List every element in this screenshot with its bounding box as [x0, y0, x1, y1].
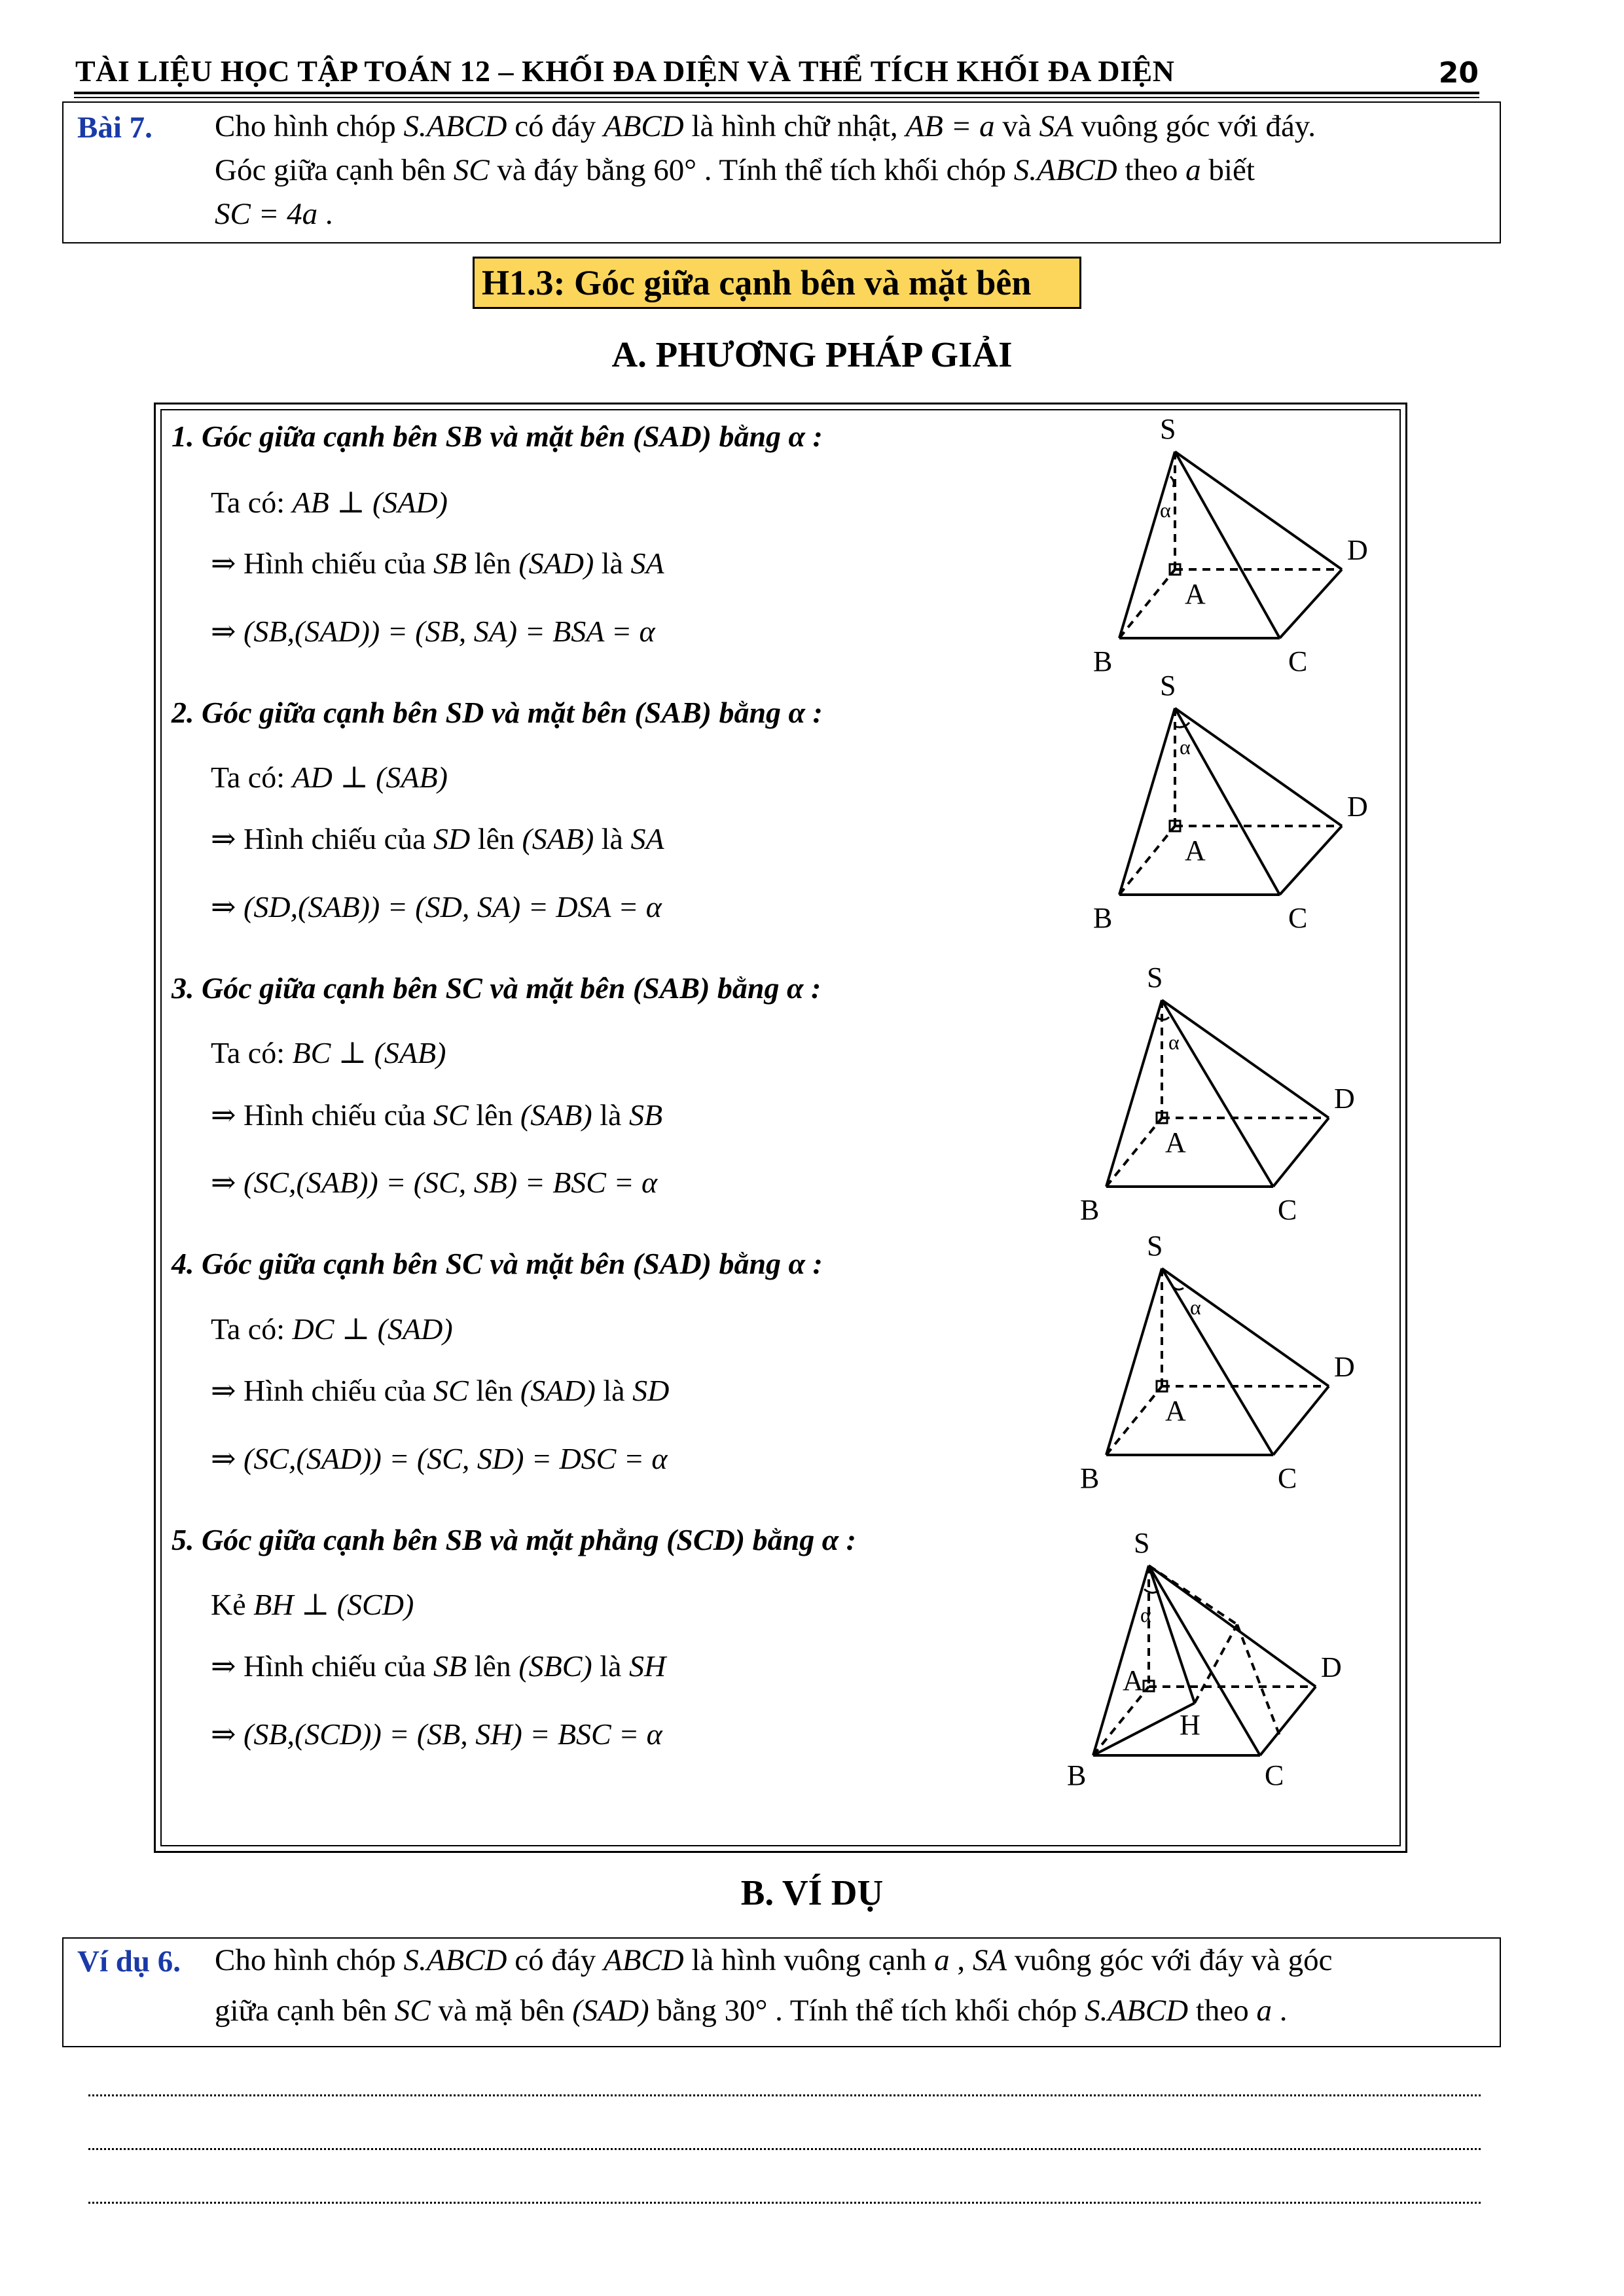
exercise-7-line-3: SC = 4a .: [215, 197, 333, 231]
item-3-title: 3. Góc giữa cạnh bên SC và mặt bên (SAB) bằng α :: [171, 971, 821, 1005]
label-alpha: α: [1180, 735, 1191, 759]
section-b-title: B. VÍ DỤ: [740, 1873, 884, 1912]
label-alpha: α: [1168, 1030, 1180, 1054]
header-rule-thick: [74, 92, 1479, 94]
section-a-title: A. PHƯƠNG PHÁP GIẢI: [611, 334, 1013, 374]
label-b: B: [1080, 1194, 1100, 1226]
item-4-title: 4. Góc giữa cạnh bên SC và mặt bên (SAD) bằng α :: [171, 1247, 823, 1280]
label-a: A: [1123, 1664, 1144, 1696]
label-c: C: [1278, 1194, 1297, 1226]
item-5-title: 5. Góc giữa cạnh bên SB và mặt phẳng (SCD) bằng α :: [171, 1523, 856, 1556]
label-a: A: [1185, 834, 1206, 867]
item-1-title: 1. Góc giữa cạnh bên SB và mặt bên (SAD) bằng α :: [171, 420, 823, 453]
item-1-line-3: ⇒ (SB,(SAD)) = (SB, SA) = BSA = α: [211, 615, 655, 648]
item-1-line-1: Ta có: AB ⊥ (SAD): [211, 486, 448, 519]
pyramid-figure-1: [1087, 412, 1401, 687]
label-b: B: [1093, 902, 1113, 934]
pyramid-figure-4: [1074, 1229, 1388, 1504]
label-c: C: [1288, 645, 1308, 677]
label-d: D: [1321, 1651, 1342, 1683]
label-alpha: α: [1160, 498, 1171, 522]
answer-line-3[interactable]: [88, 2202, 1481, 2204]
label-d: D: [1347, 534, 1368, 566]
label-a: A: [1185, 578, 1206, 610]
item-2-line-3: ⇒ (SD,(SAB)) = (SD, SA) = DSA = α: [211, 890, 662, 924]
label-d: D: [1334, 1083, 1355, 1115]
label-d: D: [1334, 1351, 1355, 1383]
label-h: H: [1180, 1709, 1200, 1741]
item-4-line-3: ⇒ (SC,(SAD)) = (SC, SD) = DSC = α: [211, 1442, 668, 1475]
example-6-line-2: giữa cạnh bên SC và mặ bên (SAD) bằng 30° . Tính thể tích khối chóp S.ABCD theo a .: [215, 1994, 1288, 2028]
label-c: C: [1288, 902, 1308, 934]
item-2-title: 2. Góc giữa cạnh bên SD và mặt bên (SAB) bằng α :: [171, 696, 823, 729]
answer-line-1[interactable]: [88, 2094, 1481, 2096]
exercise-7-line-2: Góc giữa cạnh bên SC và đáy bằng 60° . Tính thể tích khối chóp S.ABCD theo a biết: [215, 153, 1255, 187]
item-5-line-1: Kẻ BH ⊥ (SCD): [211, 1588, 414, 1621]
item-3-line-1: Ta có: BC ⊥ (SAB): [211, 1036, 446, 1069]
section-h13-title: H1.3: Góc giữa cạnh bên và mặt bên: [482, 263, 1032, 302]
item-4-line-2: ⇒ Hình chiếu của SC lên (SAD) là SD: [211, 1374, 670, 1407]
label-d: D: [1347, 791, 1368, 823]
pyramid-figure-2: [1087, 669, 1401, 944]
item-5-line-2: ⇒ Hình chiếu của SB lên (SBC) là SH: [211, 1649, 666, 1683]
label-s: S: [1147, 1230, 1163, 1262]
item-4-line-1: Ta có: DC ⊥ (SAD): [211, 1312, 453, 1346]
label-s: S: [1160, 413, 1176, 445]
label-s: S: [1160, 670, 1176, 702]
label-c: C: [1265, 1759, 1284, 1791]
exercise-7-line-1: [215, 109, 1488, 144]
header-rule-thin: [74, 97, 1479, 98]
label-b: B: [1067, 1759, 1087, 1791]
exercise-7-label: Bài 7.: [77, 111, 153, 145]
label-alpha: α: [1190, 1295, 1201, 1319]
text: Cho hình chóp S.ABCD có đáy ABCD là hình chữ nhật, AB = a và SA vuông góc với đáy.: [215, 109, 1316, 143]
label-s: S: [1147, 961, 1163, 994]
pyramid-figure-3: [1074, 961, 1388, 1236]
example-6-line-1: Cho hình chóp S.ABCD có đáy ABCD là hình vuông cạnh a , SA vuông góc với đáy và góc: [215, 1943, 1333, 1977]
label-s: S: [1134, 1527, 1150, 1559]
answer-line-2[interactable]: [88, 2148, 1481, 2150]
item-2-line-1: Ta có: AD ⊥ (SAB): [211, 761, 448, 794]
item-2-line-2: ⇒ Hình chiếu của SD lên (SAB) là SA: [211, 822, 664, 855]
label-b: B: [1093, 645, 1113, 677]
label-alpha: α: [1140, 1603, 1151, 1626]
page-number: 20: [1438, 56, 1479, 90]
item-3-line-3: ⇒ (SC,(SAB)) = (SC, SB) = BSC = α: [211, 1166, 658, 1199]
label-c: C: [1278, 1462, 1297, 1494]
label-a: A: [1165, 1126, 1186, 1158]
item-3-line-2: ⇒ Hình chiếu của SC lên (SAB) là SB: [211, 1098, 663, 1132]
item-5-line-3: ⇒ (SB,(SCD)) = (SB, SH) = BSC = α: [211, 1717, 662, 1751]
label-b: B: [1080, 1462, 1100, 1494]
page-header-title: TÀI LIỆU HỌC TẬP TOÁN 12 – KHỐI ĐA DIỆN VÀ THỂ TÍCH KHỐI ĐA DIỆN: [75, 54, 1175, 88]
item-1-line-2: ⇒ Hình chiếu của SB lên (SAD) là SA: [211, 547, 664, 580]
pyramid-figure-5: [1060, 1520, 1388, 1808]
example-6-label: Ví dụ 6.: [77, 1945, 181, 1979]
label-a: A: [1165, 1395, 1186, 1427]
